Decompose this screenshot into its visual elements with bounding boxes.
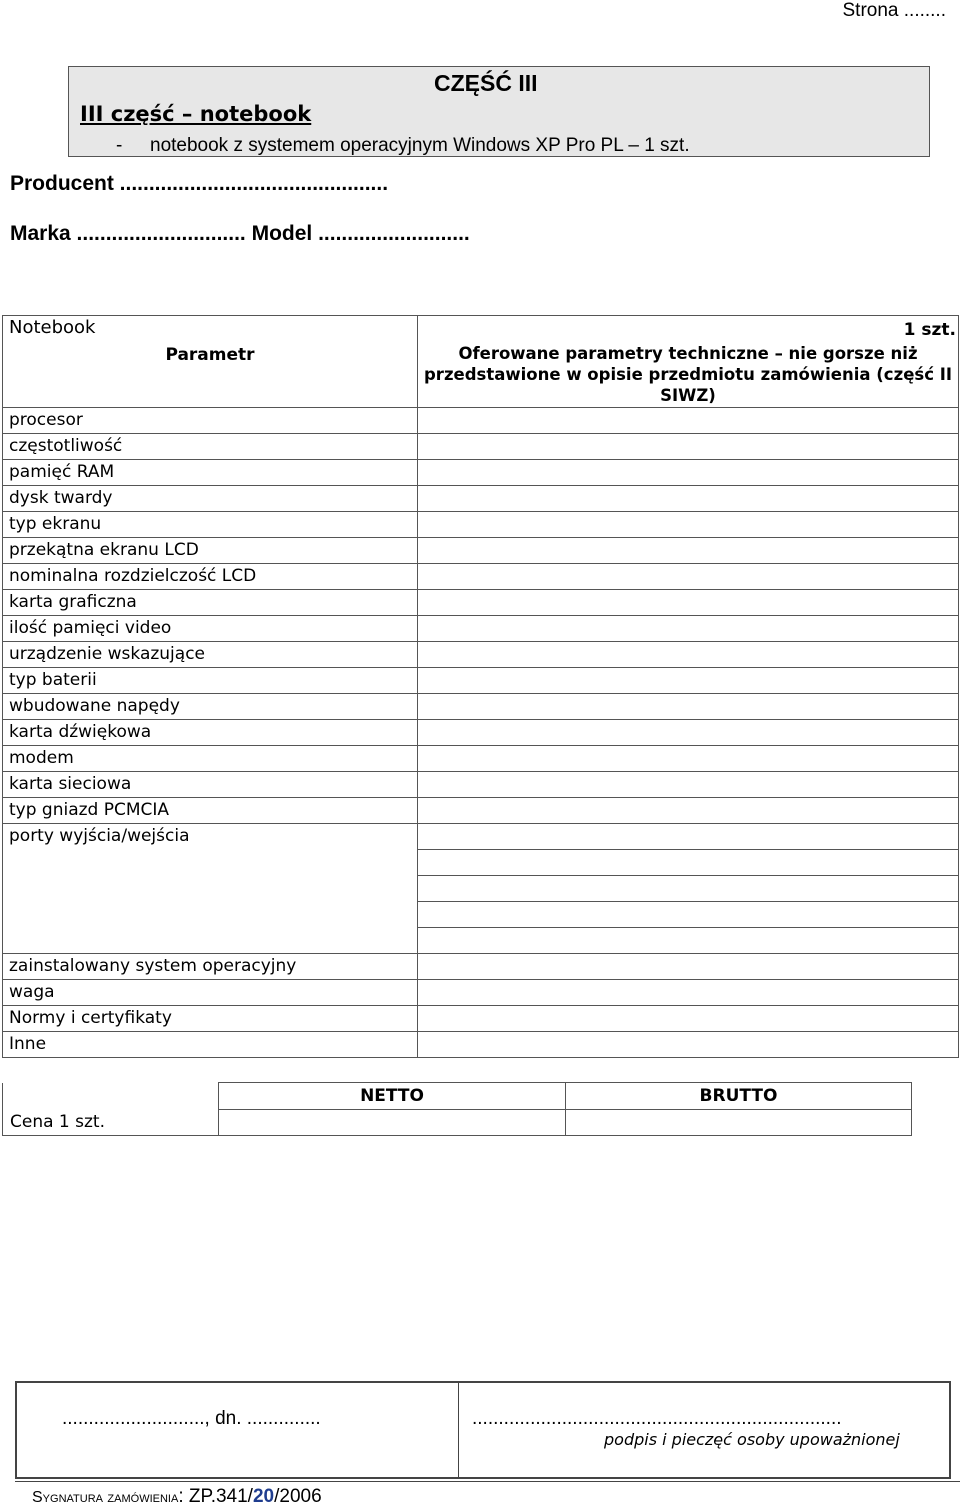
notebook-label: Notebook: [9, 317, 96, 338]
param-label-cell: [3, 460, 418, 486]
param-label: procesor: [9, 410, 83, 430]
param-label-cell: [3, 668, 418, 694]
offered-value-cell[interactable]: [418, 746, 959, 772]
footer-sig-post: /2006: [274, 1486, 322, 1507]
param-label: waga: [9, 982, 55, 1002]
footer-signature: [32, 1486, 322, 1508]
param-label: karta dźwiękowa: [9, 722, 152, 742]
table-row: [3, 798, 959, 824]
brutto-header: BRUTTO: [566, 1083, 912, 1110]
table-row: [3, 642, 959, 668]
param-label: porty wyjścia/wejścia: [9, 826, 190, 846]
offered-value-cell[interactable]: [418, 434, 959, 460]
place-date-field[interactable]: ..........................., dn. ..............: [62, 1408, 321, 1429]
table-row: [3, 1032, 959, 1058]
part-subtitle: [116, 135, 690, 157]
param-label-cell: [3, 694, 418, 720]
offered-value-cell[interactable]: [418, 512, 959, 538]
offered-value-cell[interactable]: [418, 954, 959, 980]
param-label-cell: [3, 824, 418, 954]
table-row: [3, 512, 959, 538]
offered-value-cell[interactable]: [418, 642, 959, 668]
producent-field[interactable]: Producent ..............................................: [10, 172, 389, 195]
param-label-cell: [3, 486, 418, 512]
param-label: dysk twardy: [9, 488, 113, 508]
offered-value-cell[interactable]: [418, 1032, 959, 1058]
param-label: wbudowane napędy: [9, 696, 180, 716]
table-row: [3, 1006, 959, 1032]
offered-value-cell[interactable]: [418, 694, 959, 720]
part-title: III część – notebook: [80, 102, 312, 126]
offered-value-cell[interactable]: [418, 720, 959, 746]
netto-header: NETTO: [219, 1083, 566, 1110]
param-label-cell: [3, 954, 418, 980]
offered-value-cell[interactable]: [418, 564, 959, 590]
signature-caption: podpis i pieczęć osoby upoważnionej: [604, 1430, 900, 1449]
param-label: Normy i certyfikaty: [9, 1008, 172, 1028]
offered-value-cell[interactable]: [418, 1006, 959, 1032]
parameters-table: [2, 315, 959, 1058]
param-header: Parametr: [165, 345, 255, 365]
param-label-cell: [3, 590, 418, 616]
table-row: [3, 538, 959, 564]
table-row: [3, 408, 959, 434]
offered-value-cell[interactable]: [418, 772, 959, 798]
table-row: [3, 746, 959, 772]
table-header-row: [3, 316, 959, 408]
table-row: [3, 434, 959, 460]
table-row: [3, 668, 959, 694]
bullet-dash: -: [116, 135, 123, 156]
netto-value-cell[interactable]: [219, 1110, 566, 1136]
table-row: [3, 694, 959, 720]
table-row: [3, 772, 959, 798]
quantity-label: 1 szt.: [903, 320, 956, 340]
table-row: [3, 720, 959, 746]
offered-value-cell[interactable]: [418, 486, 959, 512]
price-label: Cena 1 szt.: [10, 1112, 105, 1132]
param-label-cell: [3, 980, 418, 1006]
param-label: częstotliwość: [9, 436, 123, 456]
offered-value-cell[interactable]: [418, 798, 959, 824]
offered-value-cell[interactable]: [418, 668, 959, 694]
param-label-cell: [3, 564, 418, 590]
offered-header-cell: [418, 316, 959, 408]
param-label: typ ekranu: [9, 514, 102, 534]
param-label: Inne: [9, 1034, 47, 1054]
offered-value-cell[interactable]: [418, 460, 959, 486]
footer-sig-pre: ZP.341/: [183, 1486, 253, 1507]
param-label-cell: [3, 408, 418, 434]
param-label-cell: [3, 1006, 418, 1032]
brutto-value-cell[interactable]: [566, 1110, 912, 1136]
offered-value-cell[interactable]: [418, 876, 959, 902]
param-label-cell: [3, 616, 418, 642]
table-row: [3, 824, 959, 850]
table-row: [3, 590, 959, 616]
offered-value-cell[interactable]: [418, 538, 959, 564]
table-row: [3, 616, 959, 642]
page-number: Strona ........: [842, 0, 946, 21]
param-label: zainstalowany system operacyjny: [9, 956, 297, 976]
param-label: karta sieciowa: [9, 774, 132, 794]
table-row: [3, 486, 959, 512]
table-row: [3, 564, 959, 590]
offered-value-cell[interactable]: [418, 902, 959, 928]
signature-divider: [458, 1381, 459, 1479]
param-label-cell: [3, 434, 418, 460]
param-label: karta graficzna: [9, 592, 137, 612]
offered-value-cell[interactable]: [418, 408, 959, 434]
offered-value-cell[interactable]: [418, 590, 959, 616]
param-label-cell: [3, 642, 418, 668]
footer-colon: :: [178, 1486, 184, 1507]
param-label: przekątna ekranu LCD: [9, 540, 199, 560]
param-label-cell: [3, 1032, 418, 1058]
footer-sig-num: 20: [252, 1486, 275, 1507]
param-label-cell: [3, 538, 418, 564]
param-label: typ baterii: [9, 670, 97, 690]
offered-header: Oferowane parametry techniczne – nie gorsze niż przedstawione w opisie przedmiotu zamówienia (część II SIWZ): [424, 344, 953, 405]
offered-value-cell[interactable]: [418, 928, 959, 954]
price-table: [2, 1082, 912, 1136]
footer-divider: [15, 1481, 960, 1482]
footer-label: Sygnatura zamówienia: [32, 1489, 179, 1506]
marka-model-field[interactable]: Marka ............................. Model ..........................: [10, 222, 470, 245]
section-title: CZĘŚĆ III: [434, 70, 538, 96]
param-label-cell: [3, 746, 418, 772]
price-label-cell: [3, 1083, 219, 1136]
param-label: pamięć RAM: [9, 462, 115, 482]
param-header-cell: [3, 316, 418, 408]
offered-value-cell[interactable]: [418, 824, 959, 850]
offered-value-cell[interactable]: [418, 850, 959, 876]
signature-field[interactable]: ......................................................................: [472, 1408, 842, 1429]
param-label-cell: [3, 720, 418, 746]
param-label: typ gniazd PCMCIA: [9, 800, 170, 820]
table-row: [3, 954, 959, 980]
offered-value-cell[interactable]: [418, 616, 959, 642]
part-subtitle-text: notebook z systemem operacyjnym Windows XP Pro PL – 1 szt.: [150, 135, 690, 156]
param-label-cell: [3, 512, 418, 538]
table-row: [3, 980, 959, 1006]
param-label: modem: [9, 748, 74, 768]
param-label-cell: [3, 772, 418, 798]
table-row: [3, 460, 959, 486]
param-label: urządzenie wskazujące: [9, 644, 206, 664]
offered-value-cell[interactable]: [418, 980, 959, 1006]
param-label: nominalna rozdzielczość LCD: [9, 566, 257, 586]
param-label-cell: [3, 798, 418, 824]
param-label: ilość pamięci video: [9, 618, 172, 638]
